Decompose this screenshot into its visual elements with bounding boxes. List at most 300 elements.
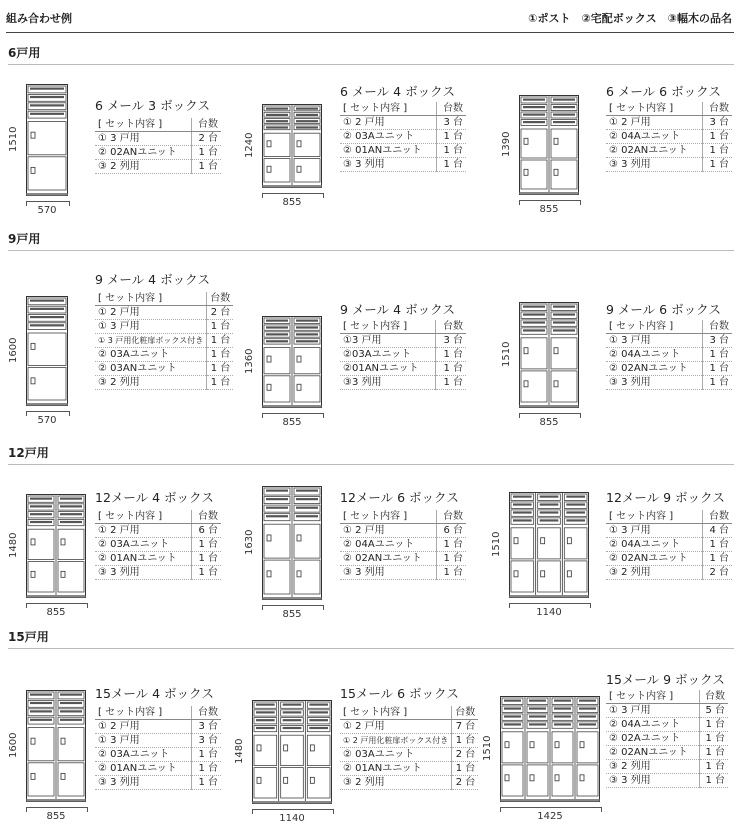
baseboard — [27, 193, 68, 196]
mail-flap — [513, 511, 532, 513]
width-dimension: 855 — [539, 204, 559, 215]
door-lock — [267, 535, 271, 541]
mail-flap — [60, 702, 82, 704]
row-count: 2 台 — [452, 748, 479, 762]
table-row — [95, 362, 233, 376]
mail-flap — [309, 719, 328, 721]
table-row — [606, 538, 732, 552]
baseboard — [520, 192, 579, 195]
row-item: ② 02Aユニット — [606, 732, 699, 746]
mail-flap — [256, 711, 275, 713]
mail-flap — [30, 498, 52, 500]
mail-flap — [513, 519, 532, 521]
mail-flap — [296, 320, 318, 322]
row-item: ③ 3 列用 — [340, 158, 436, 172]
mail-flap — [540, 503, 559, 505]
table-header-row — [340, 706, 478, 720]
door-lock — [567, 571, 571, 577]
row-item: ② 03Aユニット — [340, 748, 452, 762]
door-lock — [297, 571, 301, 577]
mail-flap — [30, 308, 64, 310]
section-divider — [8, 464, 734, 465]
door-lock — [297, 166, 301, 172]
door-lock — [530, 775, 534, 781]
mail-flap — [30, 96, 64, 98]
cabinet-drawing — [519, 302, 579, 408]
row-count: 1 台 — [702, 348, 732, 362]
mail-flap — [529, 723, 546, 725]
door-lock — [31, 343, 35, 349]
row-count: 1 台 — [436, 144, 466, 158]
row-count: 1 台 — [702, 158, 732, 172]
door-lock — [31, 167, 35, 173]
row-item: ③ 2 列用 — [606, 760, 699, 774]
set-contents-table — [340, 320, 466, 390]
height-dimension: 1510 — [8, 126, 19, 152]
mail-flap — [266, 108, 288, 110]
header-item: [ セット内容 ] — [606, 690, 699, 704]
row-item: ① 2 戸用 — [340, 524, 436, 538]
table-row — [606, 760, 728, 774]
mail-flap — [553, 313, 575, 315]
table-row — [606, 144, 732, 158]
table-row — [340, 144, 466, 158]
cabinet-drawing — [26, 296, 68, 406]
mail-flap — [283, 704, 302, 706]
row-item: ③ 2 列用 — [606, 566, 702, 580]
mail-flap — [266, 507, 288, 509]
mail-flap — [504, 707, 521, 709]
header-item: [ セット内容 ] — [95, 706, 191, 720]
mail-flap — [266, 490, 288, 492]
door-lock — [31, 571, 35, 577]
baseboard — [263, 185, 322, 188]
row-item: ③ 3 列用 — [606, 774, 699, 788]
mail-flap — [309, 727, 328, 729]
table-header-row — [340, 320, 466, 334]
table-row — [95, 376, 233, 390]
row-count: 1 台 — [702, 538, 732, 552]
door-lock — [554, 348, 558, 354]
cabinet-drawing — [262, 316, 322, 408]
cabinet-drawing — [509, 492, 589, 598]
baseboard — [510, 595, 589, 598]
door-lock — [505, 775, 509, 781]
door-lock — [554, 381, 558, 387]
door-lock — [297, 141, 301, 147]
table-row — [340, 748, 478, 762]
section-divider — [8, 648, 734, 649]
header-bar — [6, 6, 734, 33]
baseboard — [263, 405, 322, 408]
row-item: ② 01ANユニット — [95, 552, 191, 566]
height-dimension: 1510 — [491, 531, 502, 557]
row-item: ① 2 戸用 — [340, 720, 452, 734]
legend-text: ①ポスト ②宅配ボックス ③幅木の品名 — [528, 12, 732, 25]
mail-flap — [296, 126, 318, 128]
mail-flap — [553, 306, 575, 308]
height-dimension: 1630 — [244, 529, 255, 555]
header-item: [ セット内容 ] — [340, 510, 436, 524]
mail-flap — [513, 496, 532, 498]
width-dimension: 855 — [539, 417, 559, 428]
table-row — [95, 320, 233, 334]
cabinet-drawing — [26, 690, 86, 802]
table-header-row — [340, 102, 466, 116]
mail-flap — [266, 515, 288, 517]
header-count: 台数 — [702, 510, 732, 524]
row-item: ③ 3 列用 — [340, 566, 436, 580]
mail-flap — [266, 340, 288, 342]
door-lock — [284, 777, 288, 783]
row-item: ② 02ANユニット — [606, 144, 702, 158]
mail-flap — [30, 702, 52, 704]
row-item: ① 2 戸用 — [340, 116, 436, 130]
height-dimension: 1240 — [244, 132, 255, 158]
row-count: 2 台 — [452, 776, 479, 790]
section-title: 9戸用 — [8, 232, 41, 246]
row-count: 4 台 — [702, 524, 732, 538]
mail-flap — [523, 106, 545, 108]
table-row — [340, 776, 478, 790]
mail-flap — [296, 498, 318, 500]
mail-flap — [266, 333, 288, 335]
mail-flap — [553, 114, 575, 116]
baseboard — [501, 799, 600, 802]
table-row — [95, 146, 221, 160]
row-item: ② 02ANユニット — [606, 552, 702, 566]
row-count: 1 台 — [207, 348, 234, 362]
table-row — [606, 334, 732, 348]
mail-flap — [523, 329, 545, 331]
mail-flap — [266, 326, 288, 328]
row-count: 1 台 — [191, 748, 221, 762]
header-count: 台数 — [436, 510, 466, 524]
door-lock — [514, 571, 518, 577]
section-title: 12戸用 — [8, 446, 49, 460]
row-count: 1 台 — [702, 376, 732, 390]
table-row — [340, 116, 466, 130]
mail-flap — [296, 340, 318, 342]
row-item: ② 03Aユニット — [95, 748, 191, 762]
baseboard — [520, 405, 579, 408]
mail-flap — [554, 707, 571, 709]
row-item: ① 2 戸用 — [95, 524, 191, 538]
mail-flap — [30, 710, 52, 712]
mail-flap — [296, 490, 318, 492]
mail-flap — [566, 519, 585, 521]
cabinet-drawing — [262, 486, 322, 600]
mail-flap — [553, 106, 575, 108]
mail-flap — [60, 505, 82, 507]
row-count: 1 台 — [699, 718, 728, 732]
row-item: ① 3 戸用化粧扉ボックス付き — [95, 334, 207, 348]
row-count: 1 台 — [436, 538, 466, 552]
combination-title: 9 メール 6 ボックス — [606, 302, 721, 317]
row-count: 1 台 — [702, 144, 732, 158]
door-lock — [524, 138, 528, 144]
row-count: 1 台 — [435, 348, 466, 362]
table-row — [95, 762, 221, 776]
section-divider — [8, 64, 734, 65]
table-row — [340, 538, 466, 552]
mail-flap — [523, 121, 545, 123]
table-row — [95, 132, 221, 146]
mail-flap — [540, 496, 559, 498]
mail-flap — [30, 324, 64, 326]
section-title: 6戸用 — [8, 46, 41, 60]
door-lock — [267, 166, 271, 172]
row-count: 1 台 — [702, 552, 732, 566]
mail-flap — [523, 313, 545, 315]
height-dimension: 1360 — [244, 348, 255, 374]
mail-flap — [554, 715, 571, 717]
cabinet-illustration — [509, 492, 589, 598]
table-row — [95, 160, 221, 174]
door-lock — [267, 356, 271, 362]
mail-flap — [504, 715, 521, 717]
header-item: [ セット内容 ] — [95, 292, 207, 306]
cabinet-illustration — [262, 316, 322, 408]
table-row — [95, 348, 233, 362]
row-item: ① 3 戸用 — [95, 734, 191, 748]
door-lock — [267, 384, 271, 390]
mail-flap — [553, 329, 575, 331]
row-count: 1 台 — [702, 130, 732, 144]
table-row — [606, 566, 732, 580]
header-count: 台数 — [435, 320, 466, 334]
combination-title: 15メール 4 ボックス — [95, 686, 214, 701]
row-count: 1 台 — [436, 130, 466, 144]
mail-flap — [296, 507, 318, 509]
table-row — [340, 762, 478, 776]
header-item: [ セット内容 ] — [606, 510, 702, 524]
set-contents-table — [606, 320, 732, 390]
baseboard — [27, 595, 86, 598]
mail-flap — [60, 719, 82, 721]
section-title: 15戸用 — [8, 630, 49, 644]
table-header-row — [606, 690, 728, 704]
table-row — [606, 376, 732, 390]
mail-flap — [30, 88, 64, 90]
row-count: 7 台 — [452, 720, 479, 734]
header-item: [ セット内容 ] — [340, 102, 436, 116]
mail-flap — [529, 700, 546, 702]
door-lock — [31, 738, 35, 744]
row-item: ② 04Aユニット — [606, 348, 702, 362]
cabinet-drawing — [252, 700, 332, 804]
row-count: 1 台 — [207, 320, 234, 334]
table-row — [606, 732, 728, 746]
row-item: ① 2 戸用化粧扉ボックス付き — [340, 734, 452, 748]
cabinet-drawing — [26, 494, 86, 598]
row-count: 3 台 — [702, 334, 732, 348]
row-item: ② 04Aユニット — [606, 718, 699, 732]
table-row — [606, 158, 732, 172]
table-row — [340, 552, 466, 566]
height-dimension: 1600 — [8, 732, 19, 758]
mail-flap — [579, 715, 596, 717]
door-lock — [31, 539, 35, 545]
mail-flap — [296, 114, 318, 116]
width-dimension: 855 — [46, 607, 66, 618]
combination-title: 9 メール 4 ボックス — [95, 272, 210, 287]
page-title: 組み合わせ例 — [6, 12, 72, 25]
table-row — [340, 362, 466, 376]
mail-flap — [566, 511, 585, 513]
door-lock — [61, 571, 65, 577]
mail-flap — [513, 503, 532, 505]
mail-flap — [523, 99, 545, 101]
row-item: ② 04Aユニット — [340, 538, 436, 552]
mail-flap — [60, 498, 82, 500]
row-count: 1 台 — [436, 552, 466, 566]
mail-flap — [309, 711, 328, 713]
table-row — [95, 552, 221, 566]
table-row — [95, 538, 221, 552]
header-count: 台数 — [699, 690, 728, 704]
table-row — [95, 776, 221, 790]
table-header-row — [606, 102, 732, 116]
header-item: [ セット内容 ] — [606, 320, 702, 334]
row-item: ① 3 戸用 — [606, 334, 702, 348]
mail-flap — [523, 306, 545, 308]
table-row — [340, 734, 478, 748]
height-dimension: 1480 — [8, 532, 19, 558]
combination-title: 15メール 9 ボックス — [606, 672, 725, 687]
door-lock — [541, 571, 545, 577]
row-item: ②03Aユニット — [340, 348, 435, 362]
door-lock — [310, 777, 314, 783]
height-dimension: 1480 — [234, 738, 245, 764]
cabinet-illustration — [26, 494, 86, 598]
door-lock — [554, 138, 558, 144]
mail-flap — [266, 120, 288, 122]
mail-flap — [266, 320, 288, 322]
table-row — [606, 746, 728, 760]
mail-flap — [256, 727, 275, 729]
height-dimension: 1510 — [501, 341, 512, 367]
door-lock — [530, 742, 534, 748]
header-count: 台数 — [191, 118, 221, 132]
door-lock — [505, 742, 509, 748]
baseboard — [27, 799, 86, 802]
combination-title: 15メール 6 ボックス — [340, 686, 459, 701]
mail-flap — [30, 513, 52, 515]
row-item: ② 03Aユニット — [95, 538, 191, 552]
section-divider — [8, 250, 734, 251]
mail-flap — [283, 719, 302, 721]
mail-flap — [529, 707, 546, 709]
header-count: 台数 — [436, 102, 466, 116]
cabinet-illustration — [252, 700, 332, 804]
row-count: 1 台 — [699, 746, 728, 760]
door-lock — [267, 141, 271, 147]
combination-title: 6 メール 6 ボックス — [606, 84, 721, 99]
width-dimension: 570 — [37, 415, 57, 426]
mail-flap — [579, 700, 596, 702]
baseboard — [253, 801, 332, 804]
door-lock — [524, 169, 528, 175]
door-lock — [297, 535, 301, 541]
door-lock — [555, 775, 559, 781]
row-count: 1 台 — [191, 552, 221, 566]
mail-flap — [296, 333, 318, 335]
combination-title: 12メール 6 ボックス — [340, 490, 459, 505]
door-lock — [267, 571, 271, 577]
width-dimension: 855 — [282, 609, 302, 620]
row-count: 1 台 — [699, 760, 728, 774]
table-header-row — [606, 320, 732, 334]
row-count: 6 台 — [436, 524, 466, 538]
row-count: 3 台 — [435, 334, 466, 348]
header-count: 台数 — [702, 320, 732, 334]
row-item: ②01ANユニット — [340, 362, 435, 376]
table-row — [95, 748, 221, 762]
row-count: 1 台 — [452, 734, 479, 748]
table-row — [606, 524, 732, 538]
door-lock — [61, 773, 65, 779]
mail-flap — [540, 511, 559, 513]
mail-flap — [30, 104, 64, 106]
mail-flap — [266, 126, 288, 128]
mail-flap — [579, 707, 596, 709]
mail-flap — [296, 108, 318, 110]
combination-title: 9 メール 4 ボックス — [340, 302, 455, 317]
row-count: 1 台 — [702, 362, 732, 376]
mail-flap — [30, 521, 52, 523]
row-item: ② 03ANユニット — [95, 362, 207, 376]
cabinet-drawing — [262, 104, 322, 188]
row-item: ② 01ANユニット — [95, 762, 191, 776]
table-row — [606, 552, 732, 566]
row-count: 3 台 — [191, 734, 221, 748]
row-count: 3 台 — [436, 116, 466, 130]
mail-flap — [553, 121, 575, 123]
mail-flap — [553, 99, 575, 101]
table-header-row — [340, 510, 466, 524]
mail-flap — [529, 715, 546, 717]
set-contents-table — [95, 292, 233, 390]
row-item: ② 04Aユニット — [606, 538, 702, 552]
row-count: 5 台 — [699, 704, 728, 718]
row-item: ② 02ANユニット — [340, 552, 436, 566]
header-item: [ セット内容 ] — [340, 320, 435, 334]
row-item: ③ 3 列用 — [606, 376, 702, 390]
height-dimension: 1510 — [482, 735, 493, 761]
row-count: 1 台 — [436, 566, 466, 580]
mail-flap — [30, 113, 64, 115]
header-item: [ セット内容 ] — [95, 118, 191, 132]
width-dimension: 855 — [46, 811, 66, 822]
door-lock — [257, 745, 261, 751]
mail-flap — [30, 505, 52, 507]
set-contents-table — [340, 102, 466, 172]
width-dimension: 1140 — [279, 813, 305, 824]
header-count: 台数 — [207, 292, 234, 306]
combination-title: 12メール 9 ボックス — [606, 490, 725, 505]
mail-flap — [30, 316, 64, 318]
mail-flap — [283, 727, 302, 729]
mail-flap — [523, 114, 545, 116]
mail-flap — [30, 300, 64, 302]
door-lock — [297, 356, 301, 362]
height-dimension: 1390 — [501, 131, 512, 157]
row-item: ③ 2 列用 — [95, 160, 191, 174]
mail-flap — [523, 321, 545, 323]
header-count: 台数 — [452, 706, 479, 720]
table-header-row — [95, 510, 221, 524]
